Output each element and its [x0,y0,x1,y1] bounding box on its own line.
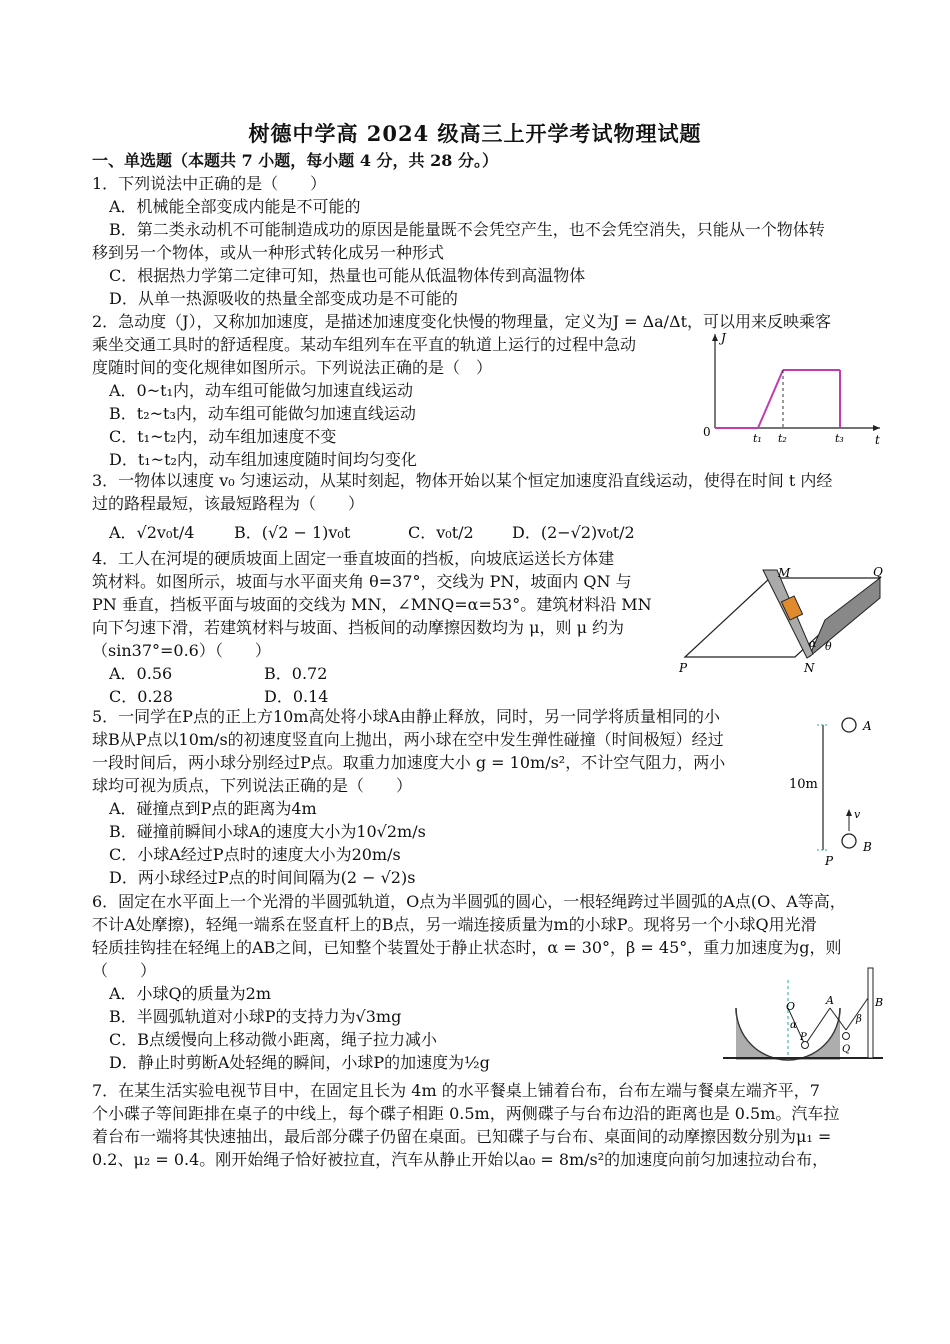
q5-option-b: B．碰撞前瞬间小球A的速度大小为10√2m/s [109,822,426,841]
q6-stem-3: 轻质挂钩挂在轻绳上的AB之间，已知整个装置处于静止状态时，α = 30°，β = 45°，重力加速度为g，则 [92,938,842,957]
origin-label: 0 [703,425,711,439]
point-p-label: P [825,854,834,868]
q2-stem-1: 2．急动度（J），又称加加速度，是描述加速度变化快慢的物理量，定义为J = Δa/Δt，可以用来反映乘客 [92,312,832,331]
q1-option-a: A．机械能全部变成内能是不可能的 [109,197,361,216]
q4-stem-3: PN 垂直，挡板平面与坡面的交线为 MN，∠MNQ=α=53°。建筑材料沿 MN [92,595,652,614]
point-q-label: Q [873,565,883,579]
q4-option-b: B．0.72 [264,664,328,683]
q4-option-a: A．0.56 [109,664,173,683]
q4-option-d: D．0.14 [264,687,329,706]
q5-stem-2: 球B从P点以10m/s的初速度竖直向上抛出，两小球在空中发生弹性碰撞（时间极短）经过 [92,730,724,749]
q2-option-b: B．t₂~t₃内，动车组可能做匀加速直线运动 [109,404,416,423]
q3-option-b: B．(√2 − 1)v₀t [234,523,351,542]
q5-option-a: A．碰撞点到P点的距离为4m [109,799,317,818]
q7-stem-1: 7．在某生活实验电视节目中，在固定且长为 4m 的水平餐桌上铺着台布，台布左端与餐桌左端齐平，7 [92,1081,820,1100]
point-m-label: M [778,566,791,580]
q6-option-a: A．小球Q的质量为2m [109,984,272,1003]
q6-option-b: B．半圆弧轨道对小球P的支持力为√3mg [109,1007,402,1026]
point-b-label: B [875,996,884,1009]
q2-stem-3: 度随时间的变化规律如图所示。下列说法正确的是（ ） [92,358,493,377]
ball-b-label: B [863,840,872,854]
q3-option-c: C．v₀t/2 [408,523,474,542]
q5-vertical-diagram [785,710,890,870]
section-heading: 一、单选题（本题共 7 小题，每小题 4 分，共 28 分。） [92,151,498,170]
q7-stem-2: 个小碟子等间距排在桌子的中线上，每个碟子相距 0.5m，两侧碟子与台布边沿的距离也是 0.5m。汽车拉 [92,1104,840,1123]
alpha-label: α [809,637,817,650]
q4-option-c: C．0.28 [109,687,173,706]
q6-arc-diagram [718,960,888,1065]
point-o-label: O [786,1000,796,1013]
q2-stem-2: 乘坐交通工具时的舒适程度。某动车组列车在平直的轨道上运行的过程中急动 [92,335,637,354]
ball-a-label: A [863,719,872,733]
ball-q-label: Q [842,1044,851,1055]
t2-label: t₂ [778,432,787,445]
q6-stem-1: 6．固定在水平面上一个光滑的半圆弧轨道，O点为半圆弧的圆心，一根轻绳跨过半圆弧的A点(O、A等高， [92,892,846,911]
q4-stem-2: 筑材料。如图所示，坡面与水平面夹角 θ=37°，交线为 PN，坡面内 QN 与 [92,572,632,591]
q2-option-c: C．t₁~t₂内，动车组加速度不变 [109,427,337,446]
q2-option-d: D．t₁~t₂内，动车组加速度随时间均匀变化 [109,450,417,469]
q6-stem-4: （ ） [92,961,157,980]
q5-option-c: C．小球A经过P点时的速度大小为20m/s [109,845,401,864]
page-title: 树德中学高 2024 级高三上开学考试物理试题 [248,121,702,146]
q2-option-a: A．0~t₁内，动车组可能做匀加速直线运动 [109,381,413,400]
velocity-label: v [854,808,861,821]
j-axis-label: J [721,331,726,345]
q1-stem: 1．下列说法中正确的是（ ） [92,174,327,193]
q4-stem-5: （sin37°=0.6）（ ） [92,641,271,660]
q1-option-d: D．从单一热源吸收的热量全部变成功是不可能的 [109,289,458,308]
q5-stem-1: 5．一同学在P点的正上方10m高处将小球A由静止释放，同时，另一同学将质量相同的小 [92,707,721,726]
q5-option-d: D．两小球经过P点的时间间隔为(2 − √2)s [109,868,416,887]
q5-stem-4: 球均可视为质点，下列说法正确的是（ ） [92,776,413,795]
q2-jerk-graph [695,328,890,448]
q6-option-c: C．B点缓慢向上移动微小距离，绳子拉力减小 [109,1030,438,1049]
q5-stem-3: 一段时间后，两小球分别经过P点。取重力加速度大小 g = 10m/s²，不计空气阻力，两小 [92,753,726,772]
point-a-label: A [826,994,834,1007]
theta-label: θ [825,640,832,653]
t-axis-label: t [875,433,880,447]
q3-option-a: A．√2v₀t/4 [109,523,195,542]
q1-option-b: B．第二类永动机不可能制造成功的原因是能量既不会凭空产生，也不会凭空消失，只能从一个物体转 [109,220,825,239]
q6-stem-2: 不计A处摩擦)，轻绳一端系在竖直杆上的B点，另一端连接质量为m的小球P。现将另一个小球Q用光滑 [92,915,817,934]
point-n-label: N [804,661,815,675]
q4-stem-4: 向下匀速下滑，若建筑材料与坡面、挡板间的动摩擦因数均为 μ，则 μ 约为 [92,618,625,637]
q3-stem-2: 过的路程最短，该最短路程为（ ） [92,494,365,513]
point-p-label: P [679,661,688,675]
q3-option-d: D．(2−√2)v₀t/2 [512,523,635,542]
ball-p-label: P [800,1032,807,1043]
q6-option-d: D．静止时剪断A处轻绳的瞬间，小球P的加速度为½g [109,1053,490,1072]
q7-stem-4: 0.2、μ₂ = 0.4。刚开始绳子恰好被拉直，汽车从静止开始以a₀ = 8m/s²的加速度向前匀加速拉动台布， [92,1150,829,1169]
q7-stem-3: 着台布一端将其快速抽出，最后部分碟子仍留在桌面。已知碟子与台布、桌面间的动摩擦因数分别为μ₁ = [92,1127,832,1146]
q1-option-c: C．根据热力学第二定律可知，热量也可能从低温物体传到高温物体 [109,266,586,285]
height-label: 10m [789,777,818,792]
q1-option-b-cont: 移到另一个物体，或从一种形式转化成另一种形式 [92,243,445,262]
t1-label: t₁ [753,432,762,445]
q4-slope-diagram [675,562,890,680]
t3-label: t₃ [835,432,844,445]
q3-stem-1: 3．一物体以速度 v₀ 匀速运动，从某时刻起，物体开始以某个恒定加速度沿直线运动，使得在时间 t 内经 [92,471,833,490]
alpha-label: α [790,1020,797,1031]
q4-stem-1: 4．工人在河堤的硬质坡面上固定一垂直坡面的挡板，向坡底运送长方体建 [92,549,615,568]
beta-label: β [856,1014,862,1025]
